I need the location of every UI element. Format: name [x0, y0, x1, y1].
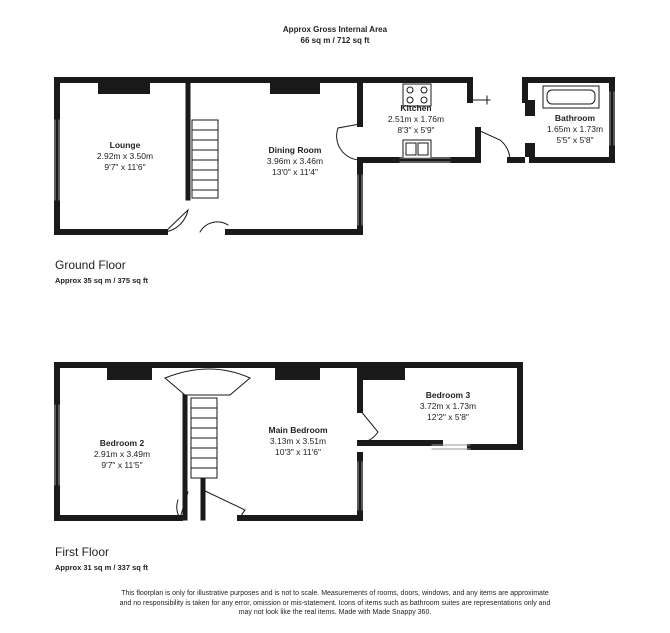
room-bathroom: [537, 113, 613, 146]
room-imperial: 5'5" x 5'8": [556, 135, 594, 145]
disclaimer-line: and no responsibility is taken for any error, omission or mis-statement. Icons of items such as bathroom suites are representations only and: [119, 599, 551, 607]
disclaimer-line: This floorplan is only for illustrative purposes and is not to scale. Measurements of rooms, doors, windows, and any items are approximate: [121, 590, 549, 597]
first-stairs: [165, 369, 250, 478]
gross-area-value: 66 sq m / 712 sq ft: [300, 36, 370, 45]
room-imperial: 13'0" x 11'4": [272, 167, 318, 177]
disclaimer: [70, 589, 600, 618]
room-metric: 2.92m x 3.50m: [96, 151, 154, 161]
room-imperial: 9'7" x 11'6": [104, 162, 146, 172]
disclaimer-line: may not look like the real items. Made with Made Snappy 360.: [238, 609, 432, 616]
first-floor-area: Approx 31 sq m / 337 sq ft: [55, 563, 148, 572]
room-imperial: 10'3" x 11'6": [275, 447, 321, 457]
room-imperial: 9'7" x 11'5": [101, 460, 143, 470]
room-metric: 2.51m x 1.76m: [387, 114, 445, 124]
room-kitchen: [370, 103, 462, 136]
first-floor-title: First Floor: [55, 545, 109, 559]
room-metric: 1.65m x 1.73m: [546, 124, 604, 134]
room-name: Lounge: [109, 140, 141, 150]
room-metric: 3.96m x 3.46m: [266, 156, 324, 166]
bath-icon: [543, 86, 599, 108]
room-dining: [240, 145, 350, 178]
room-name: Bedroom 2: [99, 438, 145, 448]
room-lounge: [80, 140, 170, 173]
room-bedroom-2: [72, 438, 172, 471]
room-metric: 3.13m x 3.51m: [269, 436, 327, 446]
room-name: Bedroom 3: [425, 390, 471, 400]
room-metric: 3.72m x 1.73m: [419, 401, 477, 411]
room-name: Main Bedroom: [268, 425, 328, 435]
room-main-bedroom: [242, 425, 354, 458]
room-name: Kitchen: [400, 103, 432, 113]
ground-stairs: [192, 120, 218, 198]
room-imperial: 8'3" x 5'9": [397, 125, 435, 135]
room-name: Dining Room: [268, 145, 322, 155]
ground-floor-area: Approx 35 sq m / 375 sq ft: [55, 276, 148, 285]
gross-area-title: Approx Gross Internal Area: [282, 25, 388, 34]
room-metric: 2.91m x 3.49m: [93, 449, 151, 459]
room-imperial: 12'2" x 5'8": [427, 412, 469, 422]
ground-floor-title: Ground Floor: [55, 258, 126, 272]
room-bedroom-3: [398, 390, 498, 423]
room-name: Bathroom: [554, 113, 596, 123]
